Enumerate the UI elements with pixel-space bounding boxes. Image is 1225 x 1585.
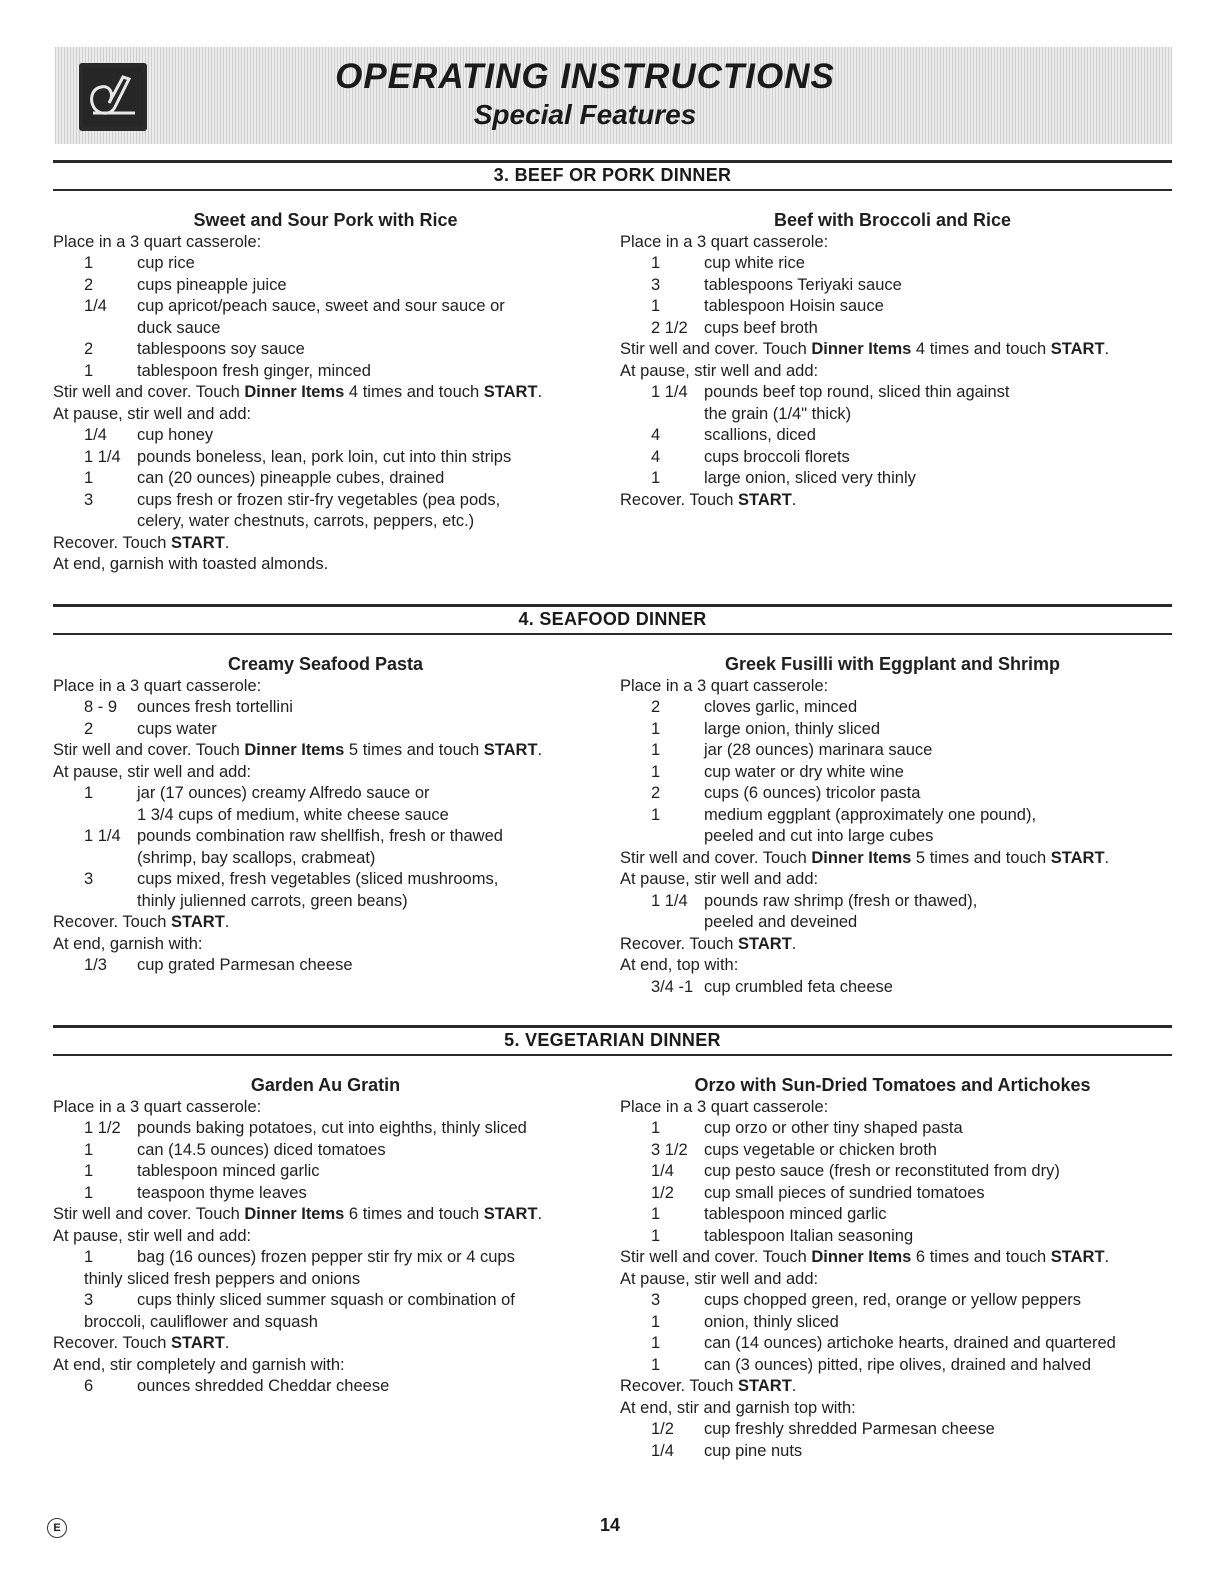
instruction-text: Recover. Touch [53,533,172,552]
ingredient-text: tablespoon minced garlic [704,1205,887,1223]
ingredient-quantity: 1 [651,762,661,781]
ingredient-row [53,1376,598,1398]
ingredient-quantity: 1/4 [84,426,107,444]
ingredient-text: pounds raw shrimp (fresh or thawed), [704,891,978,910]
ingredient-row [53,296,598,318]
ingredient-quantity: 3 [84,490,94,509]
ingredient-text: cloves garlic, minced [704,698,858,716]
end-instruction: At end, garnish with: [53,934,203,953]
recipe-card [620,1075,1165,1462]
rule [53,189,1172,191]
pause-instruction: At pause, stir well and add: [620,1269,819,1288]
start-key: START [483,741,538,759]
pause-instruction: At pause, stir well and add: [53,1226,252,1245]
ingredient-row [53,1118,598,1140]
ingredient-row [620,1312,1165,1334]
ingredient-quantity: 1 [84,1140,94,1159]
ingredient-text: pounds baking potatoes, cut into eighths, thinly sliced [137,1119,527,1137]
ingredient-row [53,253,598,275]
instruction-text: Stir well and cover. Touch [53,741,245,759]
instruction-text: . [1104,1248,1110,1266]
instruction-text: . [537,383,543,401]
stir-instruction [620,1247,1165,1269]
ingredient-text: medium eggplant (approximately one pound), [704,805,1037,824]
rule [53,160,1172,163]
ingredient-row [53,1140,598,1162]
section-heading-vegetarian [53,1025,1172,1059]
ingredient-continuation: duck sauce [137,318,221,337]
rule [53,1054,1172,1056]
ingredient-quantity: 1 [651,1334,661,1352]
ingredient-row [53,1183,598,1205]
ingredient-row [620,1226,1165,1248]
ingredient-row [620,296,1165,318]
ingredient-quantity: 1 [651,719,661,738]
stir-instruction [620,339,1165,361]
ingredient-row [53,869,598,891]
end-instruction: At end, top with: [620,956,739,974]
ingredient-text: jar (17 ounces) creamy Alfredo sauce or [137,784,430,802]
ingredient-text: cup small pieces of sundried tomatoes [704,1183,985,1202]
dinner-items-key: Dinner Items [811,340,912,358]
ingredient-quantity: 2 [651,698,661,716]
recipe-title: Orzo with Sun-Dried Tomatoes and Artichokes [694,1075,1091,1095]
ingredient-quantity: 1 [651,1312,661,1331]
end-instruction: At end, garnish with toasted almonds. [53,555,329,573]
ingredient-row [620,697,1165,719]
ingredient-row [53,1290,598,1312]
recipe-intro: Place in a 3 quart casserole: [53,676,262,695]
ingredient-row [620,1140,1165,1162]
ingredient-quantity: 2 [84,719,94,738]
ingredient-row [53,1247,598,1269]
instruction-text: . [1104,340,1110,358]
ingredient-quantity: 1 [84,254,94,272]
section-title: 4. SEAFOOD DINNER [518,609,707,629]
end-instruction: At end, stir completely and garnish with: [53,1355,345,1374]
ingredient-quantity: 1 [651,469,661,487]
stir-instruction [53,1204,598,1226]
stir-instruction [53,740,598,762]
ingredient-quantity: 1 [651,1226,661,1245]
recover-instruction [53,533,598,555]
ingredient-row [53,697,598,719]
ingredient-row [620,1441,1165,1463]
ingredient-text: cups fresh or frozen stir-fry vegetables (pea pods, [137,490,501,509]
recipe-card [53,1075,598,1398]
ingredient-quantity: 1 1/2 [84,1119,121,1137]
ingredient-quantity: 3/4 -1 [651,977,694,996]
ingredient-row [620,783,1165,805]
ingredient-text: can (14.5 ounces) diced tomatoes [137,1140,386,1159]
recipe-intro: Place in a 3 quart casserole: [620,1097,829,1116]
ingredient-row [620,1333,1165,1355]
instruction-text: Stir well and cover. Touch [620,848,812,867]
ingredient-quantity: 2 1/2 [651,318,688,337]
ingredient-text: cup water or dry white wine [704,762,904,781]
ingredient-text: large onion, sliced very thinly [704,469,916,487]
pause-instruction: At pause, stir well and add: [620,870,819,888]
ingredient-quantity: 1 [651,741,661,759]
ingredient-text: cups (6 ounces) tricolor pasta [704,784,921,802]
ingredient-text: cup orzo or other tiny shaped pasta [704,1119,963,1137]
ingredient-row [620,805,1165,827]
ingredient-text: can (14 ounces) artichoke hearts, drained and quartered [704,1334,1116,1352]
recipe-title: Beef with Broccoli and Rice [773,210,1012,230]
pause-instruction: At pause, stir well and add: [53,762,252,781]
ingredient-continuation: 1 3/4 cups of medium, white cheese sauce [137,805,449,824]
ingredient-continuation: celery, water chestnuts, carrots, peppers, etc.) [137,512,475,530]
ingredient-text: can (20 ounces) pineapple cubes, drained [137,469,445,487]
ingredient-quantity: 1 [651,805,661,824]
dinner-items-key: Dinner Items [244,1205,345,1223]
instruction-text: 6 times and touch [344,1205,484,1223]
ingredient-quantity: 1 1/4 [84,447,121,466]
ingredient-text: can (3 ounces) pitted, ripe olives, drained and halved [704,1355,1092,1374]
ingredient-quantity: 1/2 [651,1420,674,1438]
recover-instruction [53,1333,598,1355]
start-key: START [738,490,792,509]
ingredient-row [620,468,1165,490]
section-title: 5. VEGETARIAN DINNER [504,1030,721,1050]
ingredient-row [620,425,1165,447]
ingredient-continuation: thinly julienned carrots, green beans) [137,891,408,910]
ingredient-text: cup honey [137,426,214,444]
instruction-text: . [224,1334,230,1352]
ingredient-quantity: 3 [651,275,661,294]
ingredient-quantity: 1 [84,1162,94,1180]
ingredient-text: tablespoon Hoisin sauce [704,297,884,315]
ingredient-text: cups water [137,719,217,738]
ingredient-row [620,1204,1165,1226]
ingredient-row [53,955,598,977]
recipe-title: Greek Fusilli with Eggplant and Shrimp [724,654,1061,674]
ingredient-quantity: 3 1/2 [651,1140,688,1159]
ingredient-quantity: 1 [651,297,661,315]
start-key: START [171,913,225,931]
ingredient-row [620,719,1165,741]
ingredient-quantity: 3 [651,1291,661,1309]
recipe-title: Garden Au Gratin [250,1075,401,1095]
ingredient-continuation: thinly sliced fresh peppers and onions [84,1269,361,1288]
rule [53,633,1172,635]
start-key: START [738,934,792,953]
ingredient-text: ounces fresh tortellini [137,698,293,716]
ingredient-text: cup freshly shredded Parmesan cheese [704,1420,995,1438]
section-heading-beef-pork [53,160,1172,194]
ingredient-row [620,318,1165,340]
ingredient-row [620,762,1165,784]
instruction-text: 4 times and touch [911,340,1051,358]
ingredient-row [620,1183,1165,1205]
ingredient-row [620,1290,1165,1312]
dinner-items-key: Dinner Items [811,848,912,867]
instruction-text: Stir well and cover. Touch [620,340,812,358]
instruction-text: Recover. Touch [53,1334,172,1352]
recipe-card [620,654,1165,998]
instruction-text: . [791,934,797,953]
ingredient-row [620,1355,1165,1377]
ingredient-row [53,719,598,741]
recipe-card [53,654,598,977]
instruction-text: . [224,533,230,552]
ingredient-row [620,977,1165,999]
ingredient-quantity: 1 1/4 [84,827,121,845]
ingredient-quantity: 2 [84,340,94,358]
ingredient-quantity: 1 [651,254,661,272]
ingredient-text: tablespoons Teriyaki sauce [704,275,902,294]
start-key: START [171,533,225,552]
ingredient-continuation: the grain (1/4" thick) [704,404,852,423]
ingredient-quantity: 3 [84,870,94,888]
ingredient-row [620,1161,1165,1183]
ingredient-text: cups thinly sliced summer squash or combination of [137,1291,515,1309]
instruction-text: Recover. Touch [53,913,172,931]
ingredient-quantity: 1 [84,361,94,380]
ingredient-text: cups chopped green, red, orange or yellow peppers [704,1291,1081,1309]
recipe-intro: Place in a 3 quart casserole: [620,232,829,251]
ingredient-text: tablespoon fresh ginger, minced [137,361,371,380]
instruction-text: Recover. Touch [620,934,739,953]
instruction-text: 4 times and touch [344,383,484,401]
ingredient-continuation: broccoli, cauliflower and squash [84,1312,318,1331]
recipe-title: Sweet and Sour Pork with Rice [193,210,458,230]
section-title: 3. BEEF OR PORK DINNER [493,165,732,185]
ingredient-quantity: 1 [651,1119,661,1137]
start-key: START [738,1377,792,1395]
ingredient-text: cup crumbled feta cheese [704,977,893,996]
ingredient-text: scallions, diced [704,426,816,444]
start-key: START [1050,1248,1105,1266]
rule [53,604,1172,607]
page-number: 14 [599,1515,621,1535]
ingredient-quantity: 3 [84,1291,94,1309]
instruction-text: . [537,1205,543,1223]
ingredient-row [53,361,598,383]
start-key: START [483,1205,538,1223]
ingredient-row [620,891,1165,913]
ingredient-row [620,1118,1165,1140]
ingredient-row [53,339,598,361]
ingredient-row [620,1419,1165,1441]
ingredient-quantity: 2 [651,784,661,802]
instruction-text: Stir well and cover. Touch [53,383,245,401]
ingredient-row [53,783,598,805]
ingredient-text: pounds combination raw shellfish, fresh or thawed [137,827,503,845]
ingredient-row [53,425,598,447]
ingredient-text: cup apricot/peach sauce, sweet and sour sauce or [137,297,505,315]
ingredient-text: cup pesto sauce (fresh or reconstituted from dry) [704,1162,1060,1180]
page-title: OPERATING INSTRUCTIONS [335,57,835,96]
start-key: START [171,1334,225,1352]
ingredient-text: ounces shredded Cheddar cheese [137,1377,390,1395]
ingredient-text: cups mixed, fresh vegetables (sliced mushrooms, [137,870,499,888]
instruction-text: . [791,1377,797,1395]
ingredient-row [53,826,598,848]
instruction-text: 6 times and touch [911,1248,1051,1266]
ingredient-text: bag (16 ounces) frozen pepper stir fry mix or 4 cups [137,1248,515,1266]
ingredient-text: cups broccoli florets [704,447,850,466]
microwave-cooking-icon [79,63,147,131]
ingredient-text: cups vegetable or chicken broth [704,1140,937,1159]
ingredient-row [53,490,598,512]
ingredient-text: pounds boneless, lean, pork loin, cut into thin strips [137,447,512,466]
instruction-text: Stir well and cover. Touch [620,1248,812,1266]
recipe-intro: Place in a 3 quart casserole: [53,1097,262,1116]
instruction-text: . [224,913,230,931]
recipe-intro: Place in a 3 quart casserole: [53,232,262,251]
pause-instruction: At pause, stir well and add: [53,404,252,423]
dinner-items-key: Dinner Items [244,741,345,759]
ingredient-row [620,253,1165,275]
ingredient-quantity: 1/3 [84,956,107,974]
ingredient-row [53,275,598,297]
ingredient-quantity: 8 - 9 [84,698,118,716]
instruction-text: 5 times and touch [911,848,1051,867]
instruction-text: . [537,741,543,759]
ingredient-row [620,740,1165,762]
ingredient-text: tablespoons soy sauce [137,340,305,358]
ingredient-row [620,447,1165,469]
instruction-text: . [1104,848,1110,867]
pause-instruction: At pause, stir well and add: [620,361,819,380]
ingredient-quantity: 1 [84,1248,94,1266]
ingredient-quantity: 4 [651,447,661,466]
ingredient-quantity: 1 [84,1183,94,1202]
recover-instruction [620,490,1165,512]
ingredient-quantity: 1/2 [651,1183,674,1202]
ingredient-continuation: (shrimp, bay scallops, crabmeat) [137,848,376,867]
start-key: START [483,383,538,401]
ingredient-text: cups beef broth [704,318,818,337]
ingredient-quantity: 1 1/4 [651,891,688,910]
ingredient-quantity: 1 [84,469,94,487]
ingredient-text: large onion, thinly sliced [704,719,881,738]
section-heading-seafood [53,604,1172,638]
ingredient-text: cup pine nuts [704,1441,803,1460]
instruction-text: 5 times and touch [344,741,484,759]
recipe-card [620,210,1165,511]
recipe-title: Creamy Seafood Pasta [227,654,424,674]
ingredient-quantity: 2 [84,275,94,294]
page-subtitle: Special Features [473,99,697,130]
ingredient-quantity: 1 [651,1355,661,1374]
ingredient-row [53,447,598,469]
stir-instruction [620,848,1165,870]
instruction-text: Stir well and cover. Touch [53,1205,245,1223]
ingredient-text: cup grated Parmesan cheese [137,956,353,974]
header-banner [55,47,1172,144]
ingredient-row [53,468,598,490]
recover-instruction [53,912,598,934]
ingredient-continuation: peeled and cut into large cubes [704,827,934,845]
recover-instruction [620,934,1165,956]
ingredient-text: tablespoon minced garlic [137,1162,320,1180]
ingredient-quantity: 1 [84,784,94,802]
instruction-text: Recover. Touch [620,1377,739,1395]
ingredient-text: cup rice [137,254,195,272]
rule [53,1025,1172,1028]
stir-instruction [53,382,598,404]
end-instruction: At end, stir and garnish top with: [620,1398,856,1417]
ingredient-row [620,382,1165,404]
ingredient-row [53,1161,598,1183]
recipe-intro: Place in a 3 quart casserole: [620,676,829,695]
dinner-items-key: Dinner Items [811,1248,912,1266]
ingredient-quantity: 1/4 [84,297,107,315]
recover-instruction [620,1376,1165,1398]
instruction-text: . [791,490,797,509]
ingredient-quantity: 1/4 [651,1441,674,1460]
language-mark: E [47,1518,67,1538]
dinner-items-key: Dinner Items [244,383,345,401]
start-key: START [1050,340,1105,358]
ingredient-text: cups pineapple juice [137,275,287,294]
instruction-text: Recover. Touch [620,490,739,509]
ingredient-text: pounds beef top round, sliced thin against [704,383,1010,401]
ingredient-quantity: 1 1/4 [651,383,688,401]
ingredient-quantity: 1/4 [651,1162,674,1180]
ingredient-text: onion, thinly sliced [704,1312,839,1331]
ingredient-text: tablespoon Italian seasoning [704,1226,914,1245]
ingredient-continuation: peeled and deveined [704,913,858,931]
ingredient-row [620,275,1165,297]
ingredient-text: teaspoon thyme leaves [137,1183,307,1202]
ingredient-text: jar (28 ounces) marinara sauce [704,741,933,759]
start-key: START [1050,848,1105,867]
recipe-card [53,210,598,576]
ingredient-quantity: 4 [651,426,661,444]
ingredient-quantity: 1 [651,1205,661,1223]
ingredient-text: cup white rice [704,254,805,272]
ingredient-quantity: 6 [84,1377,94,1395]
